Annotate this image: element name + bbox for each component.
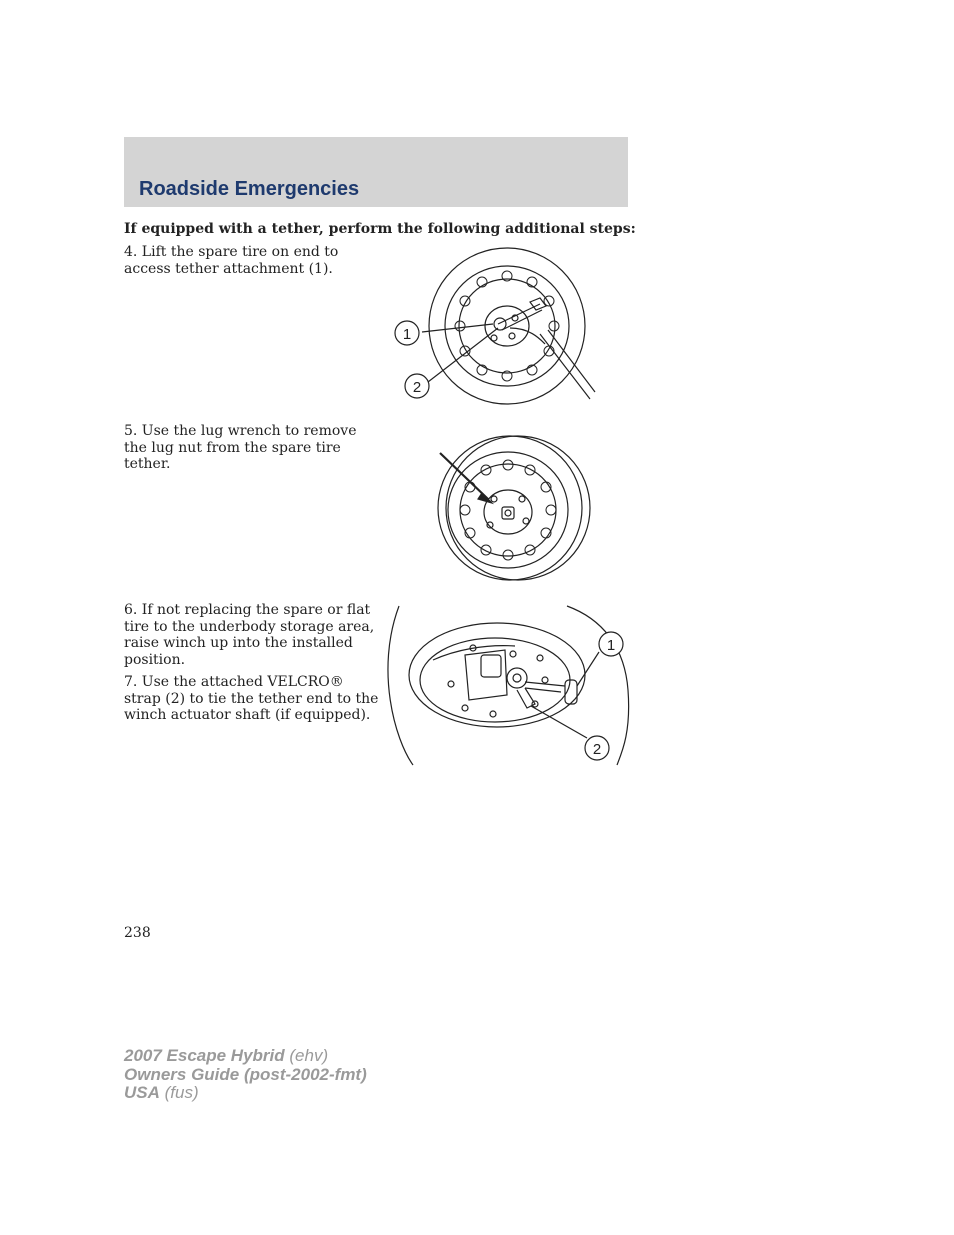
footer-market: USA <box>124 1083 160 1102</box>
footer-line-2 <box>124 1066 367 1085</box>
step-6-text: 6. If not replacing the spare or flat tire to the underbody storage area, raise winch up into the installed position. <box>124 602 375 668</box>
step-5-text: 5. Use the lug wrench to remove the lug nut from the spare tire tether. <box>124 423 357 472</box>
step-4-text: 4. Lift the spare tire on end to access tether attachment (1). <box>124 244 339 277</box>
footer-line-1 <box>124 1047 367 1066</box>
callout-2-label: 2 <box>592 741 602 758</box>
footer-market-code: (fus) <box>164 1083 199 1102</box>
footer-model: 2007 Escape Hybrid <box>124 1046 285 1065</box>
document-footer <box>124 1047 367 1103</box>
page-number: 238 <box>124 925 151 941</box>
footer-model-code: (ehv) <box>289 1046 329 1065</box>
footer-guide-type: Owners Guide (post-2002-fmt) <box>124 1064 367 1084</box>
section-title: Roadside Emergencies <box>139 178 360 200</box>
section-header-band <box>124 137 628 207</box>
callout-2-label: 2 <box>412 379 422 396</box>
intro-heading: If equipped with a tether, perform the following additional steps: <box>124 221 636 237</box>
figure-tire-tether-attachment <box>390 244 610 410</box>
figure-winch-strap <box>385 600 630 770</box>
callout-1-label: 1 <box>606 637 616 654</box>
callout-1-label: 1 <box>402 326 412 343</box>
step-7-text: 7. Use the attached VELCRO® strap (2) to tie the tether end to the winch actuator shaft (if equipped). <box>124 674 379 723</box>
figure-lug-nut-removal <box>430 425 600 585</box>
footer-line-3 <box>124 1084 367 1103</box>
